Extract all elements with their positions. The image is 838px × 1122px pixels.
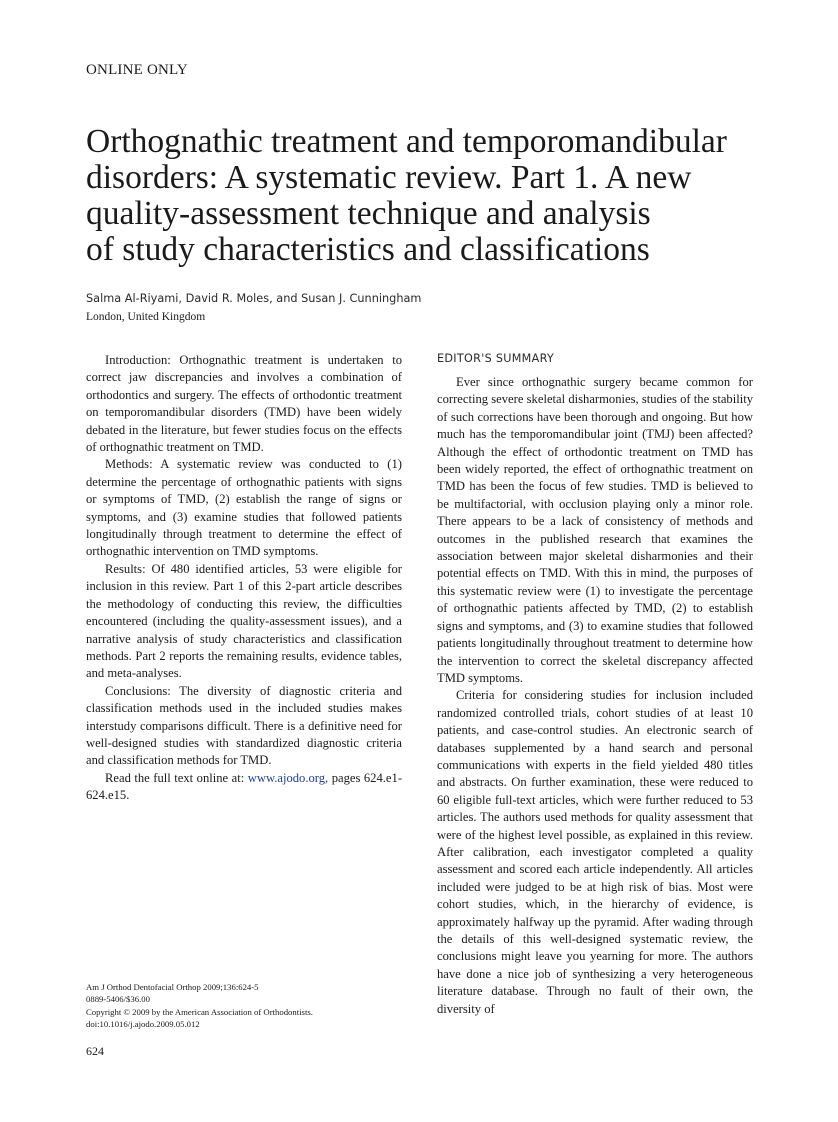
- abstract-results: Results: Of 480 identified articles, 53 were eligible for inclusion in this review. Part 1 of this 2-part article describes the methodology of conducting this review, the difficulties encountered (including the quality-assessment issues), and a narrative analysis of study characteristics and classification methods. Part 2 reports the remaining results, evidence tables, and meta-analyses.: [86, 561, 402, 681]
- author-location: London, United Kingdom: [86, 311, 206, 323]
- issn-price: 0889-5406/$36.00: [86, 994, 150, 1005]
- abstract-methods: Methods: A systematic review was conducted to (1) determine the percentage of orthognathic patients with signs or symptoms of TMD, (2) establish the range of signs or symptoms, and (3) examine studies that followed patients longitudinally through treatment to determine the effect of orthognathic intervention on TMD symptoms.: [86, 457, 402, 559]
- editors-summary-paragraph: Ever since orthognathic surgery became common for correcting severe skeletal disharmonies, studies of the stability of such corrections have been thorough and ongoing. But how much has the temporomandibular joint (TMJ) been affected? Although the effect of orthodontic treatment on TMD has been widely reported, the effect of orthognathic treatment on TMD has been the focus of few studies. TMD is believed to be multifactorial, with occlusion playing only a minor role. There appears to be a lack of consistency of methods and outcomes in the published research that examines the association between major skeletal disharmonies and their potential effects on TMD. With this in mind, the purposes of this systematic review were (1) to investigate the percentage of orthognathic patients affected by TMD, (2) to establish signs and symptoms, and (3) to examine studies that followed patients longitudinally throughout treatment to determine how the intervention to correct the skeletal discrepancy affected TMD symptoms.: [437, 375, 753, 685]
- abstract-read-online: [86, 770, 402, 805]
- section-label: ONLINE ONLY: [86, 62, 188, 78]
- abstract-conclusions: Conclusions: The diversity of diagnostic criteria and classification methods used in the included studies makes interstudy comparisons difficult. There is a definitive need for well-designed studies with standardized diagnostic criteria and classification methods for TMD.: [86, 683, 402, 768]
- title-line: of study characteristics and classifications: [86, 231, 650, 268]
- title-line: disorders: A systematic review. Part 1. A new: [86, 159, 692, 196]
- page-number: 624: [86, 1044, 104, 1058]
- title-line: quality-assessment technique and analysis: [86, 195, 651, 232]
- article-title: [86, 124, 766, 268]
- journal-citation: Am J Orthod Dentofacial Orthop 2009;136:624-5: [86, 982, 259, 992]
- read-online-prefix: Read the full text online at:: [105, 770, 248, 785]
- publication-footnote: [86, 981, 313, 1031]
- title-line: Orthognathic treatment and temporomandibular: [86, 123, 727, 160]
- editors-summary: [437, 374, 753, 1018]
- doi: doi:10.1016/j.ajodo.2009.05.012: [86, 1019, 200, 1030]
- editors-summary-paragraph: Criteria for considering studies for inclusion included randomized controlled trials, cohort studies of at least 10 patients, and case-control studies. An electronic search of databases supplemented by a hand search and personal communications with experts in the field yielded 480 titles and abstracts. On further examination, these were reduced to 60 eligible full-text articles, which were further reduced to 53 articles. The authors used methods for quality assessment that were of the highest level possible, as explained in this review. After calibration, each investigator completed a quality assessment and scored each article independently. All articles included were judged to be at high risk of bias. Most were cohort studies, which, in the hierarchy of evidence, is approximately halfway up the pyramid. After wading through the details of this well-designed systematic review, the conclusions might leave you yearning for more. The authors have done a nice job of synthesizing a very heterogeneous literature database. Through no fault of their own, the diversity of: [437, 688, 753, 1016]
- editors-summary-heading: EDITOR'S SUMMARY: [437, 352, 555, 365]
- abstract: [86, 352, 402, 805]
- abstract-introduction: Introduction: Orthognathic treatment is undertaken to correct jaw discrepancies and involves a combination of orthodontics and surgery. The effects of orthodontic treatment on temporomandibular disorders (TMD) have been widely debated in the literature, but fewer studies focus on the effects of orthognathic treatment on TMD.: [86, 353, 402, 455]
- read-online-pages: pages 624.e1-624.e15.: [86, 770, 403, 803]
- author-list: Salma Al-Riyami, David R. Moles, and Susan J. Cunningham: [86, 292, 422, 305]
- copyright-notice: Copyright © 2009 by the American Association of Orthodontists.: [86, 1006, 313, 1017]
- journal-link[interactable]: www.ajodo.org,: [247, 770, 329, 785]
